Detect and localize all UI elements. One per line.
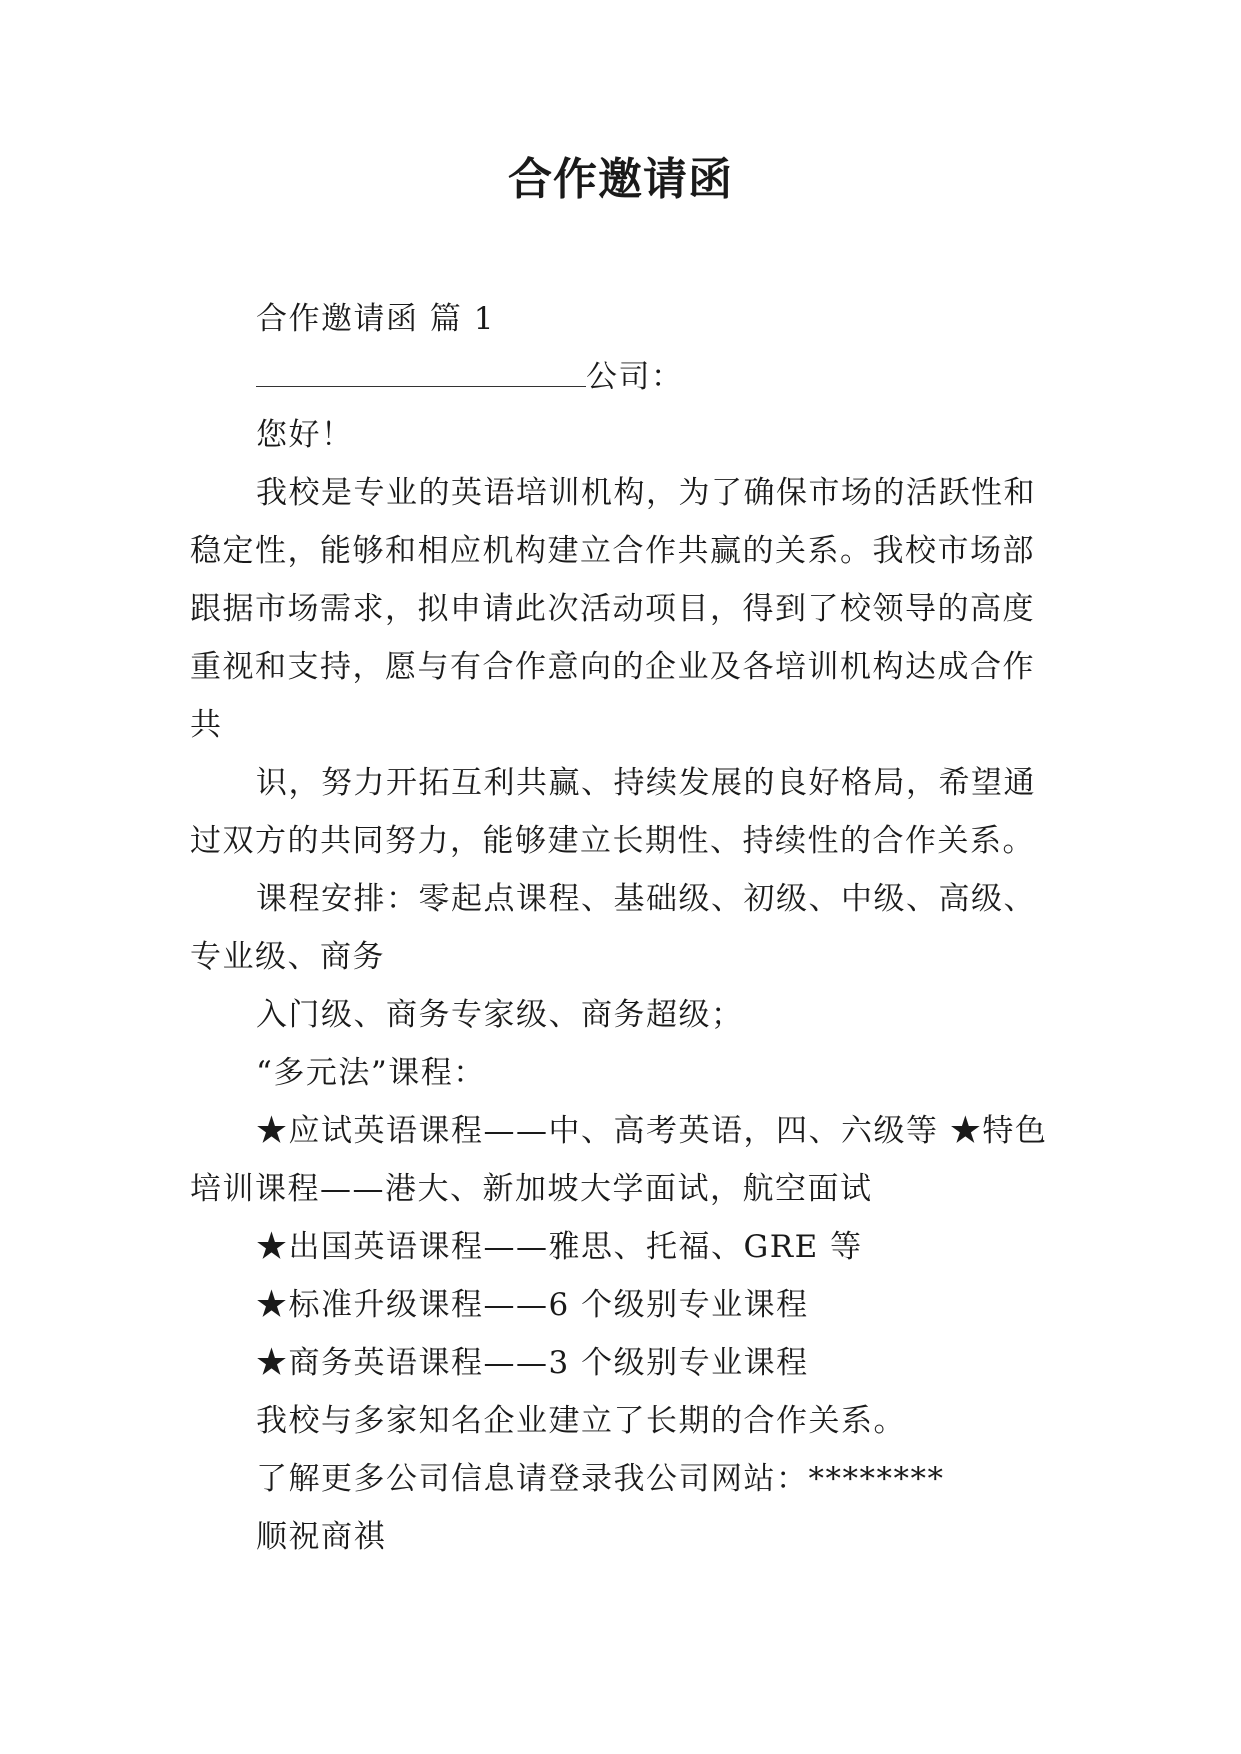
addressee-line (190, 348, 1070, 406)
course-item: ★标准升级课程——6 个级别专业课程 (256, 1287, 809, 1323)
document-title: 合作邀请函 (508, 154, 733, 205)
course-item-continued: 培训课程——港大、新加坡大学面试，航空面试 (190, 1171, 873, 1207)
addressee-suffix: 公司： (586, 359, 684, 395)
section-heading: 合作邀请函 篇 1 (256, 301, 495, 337)
courses-line: 专业级、商务 (190, 939, 385, 975)
document-body (190, 290, 1070, 1566)
website-line: 了解更多公司信息请登录我公司网站：******** (256, 1461, 945, 1497)
closing-line: 顺祝商祺 (256, 1519, 386, 1555)
course-item: ★应试英语课程——中、高考英语，四、六级等 ★特色 (256, 1113, 1048, 1149)
courses-line: 课程安排：零起点课程、基础级、初级、中级、高级、 (256, 881, 1036, 917)
course-item: ★商务英语课程——3 个级别专业课程 (256, 1345, 809, 1381)
addressee-blank (256, 362, 586, 387)
paragraph-line: 共 (190, 707, 223, 743)
paragraph-line: 跟据市场需求，拟申请此次活动项目，得到了校领导的高度 (190, 591, 1035, 627)
partners-line: 我校与多家知名企业建立了长期的合作关系。 (256, 1403, 906, 1439)
paragraph-line: 识，努力开拓互利共赢、持续发展的良好格局，希望通 (256, 765, 1036, 801)
course-item: ★出国英语课程——雅思、托福、GRE 等 (256, 1229, 863, 1265)
paragraph-line: 稳定性，能够和相应机构建立合作共赢的关系。我校市场部 (190, 533, 1035, 569)
greeting: 您好！ (256, 417, 354, 453)
paragraph-line: 过双方的共同努力，能够建立长期性、持续性的合作关系。 (190, 823, 1035, 859)
paragraph-line: 我校是专业的英语培训机构，为了确保市场的活跃性和 (256, 475, 1036, 511)
paragraph-line: 重视和支持，愿与有合作意向的企业及各培训机构达成合作 (190, 649, 1035, 685)
courses-continued: 入门级、商务专家级、商务超级； (256, 997, 744, 1033)
method-heading: “多元法”课程： (256, 1055, 486, 1091)
